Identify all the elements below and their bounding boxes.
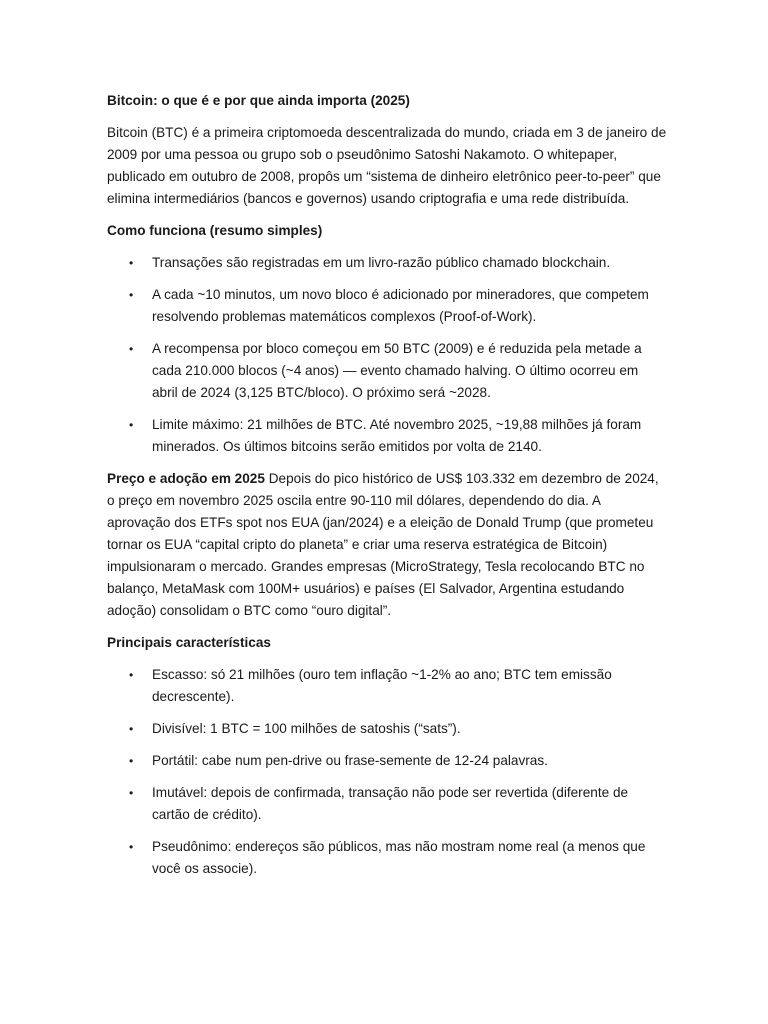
bullet-icon: •: [129, 288, 134, 302]
section-heading-preco-adocao: Preço e adoção em 2025: [107, 471, 265, 486]
list-item: [107, 338, 667, 404]
section-heading-como-funciona: Como funciona (resumo simples): [107, 223, 323, 238]
list-item-text: Limite máximo: 21 milhões de BTC. Até novembro 2025, ~19,88 milhões já foram minerados. Os últimos bitcoins serão emitidos por volta de 2140.: [152, 417, 642, 454]
bullet-icon: •: [129, 754, 134, 768]
list-item-text: Pseudônimo: endereços são públicos, mas não mostram nome real (a menos que você os associe).: [152, 839, 646, 876]
list-item: [107, 718, 667, 740]
document-title: Bitcoin: o que é e por que ainda importa (2025): [107, 93, 410, 108]
list-item: [107, 414, 667, 458]
preco-adocao-paragraph: [107, 468, 667, 622]
bullet-icon: •: [129, 418, 134, 432]
bullet-icon: •: [129, 668, 134, 682]
list-item-text: Portátil: cabe num pen-drive ou frase-semente de 12-24 palavras.: [152, 753, 548, 768]
preco-adocao-text: Depois do pico histórico de US$ 103.332 em dezembro de 2024, o preço em novembro 2025 oscila entre 90-110 mil dólares, dependendo do dia. A aprovação dos ETFs spot nos EUA (jan/2024) e a eleição de Donald Trump (que prometeu tornar os EUA “capital cripto do planeta” e criar uma reserva estratégica de Bitcoin) impulsionaram o mercado. Grandes empresas (MicroStrategy, Tesla recolocando BTC no balanço, MetaMask com 100M+ usuários) e países (El Salvador, Argentina estudando adoção) consolidam o BTC como “ouro digital”.: [107, 471, 659, 618]
list-item-text: Escasso: só 21 milhões (ouro tem inflação ~1-2% ao ano; BTC tem emissão decrescente).: [152, 667, 612, 704]
como-funciona-list: [107, 252, 667, 458]
list-item: [107, 782, 667, 826]
list-item: [107, 750, 667, 772]
list-item-text: A cada ~10 minutos, um novo bloco é adicionado por mineradores, que competem resolvendo problemas matemáticos complexos (Proof-of-Work).: [152, 287, 649, 324]
intro-paragraph: Bitcoin (BTC) é a primeira criptomoeda descentralizada do mundo, criada em 3 de janeiro de 2009 por uma pessoa ou grupo sob o pseudônimo Satoshi Nakamoto. O whitepaper, publicado em outubro de 2008, propôs um “sistema de dinheiro eletrônico peer-to-peer” que elimina intermediários (bancos e governos) usando criptografia e uma rede distribuída.: [107, 125, 667, 206]
list-item: [107, 284, 667, 328]
bullet-icon: •: [129, 256, 134, 270]
list-item: [107, 664, 667, 708]
bullet-icon: •: [129, 722, 134, 736]
section-heading-caracteristicas: Principais características: [107, 635, 271, 650]
bullet-icon: •: [129, 786, 134, 800]
list-item-text: Divisível: 1 BTC = 100 milhões de satoshis (“sats”).: [152, 721, 461, 736]
list-item: [107, 836, 667, 880]
document-page: [107, 90, 667, 890]
bullet-icon: •: [129, 840, 134, 854]
bullet-icon: •: [129, 342, 134, 356]
list-item-text: Imutável: depois de confirmada, transação não pode ser revertida (diferente de cartão de crédito).: [152, 785, 629, 822]
list-item-text: Transações são registradas em um livro-razão público chamado blockchain.: [152, 255, 611, 270]
caracteristicas-list: [107, 664, 667, 880]
list-item: [107, 252, 667, 274]
list-item-text: A recompensa por bloco começou em 50 BTC (2009) e é reduzida pela metade a cada 210.000 blocos (~4 anos) — evento chamado halving. O último ocorreu em abril de 2024 (3,125 BTC/bloco). O próximo será ~2028.: [152, 341, 642, 400]
